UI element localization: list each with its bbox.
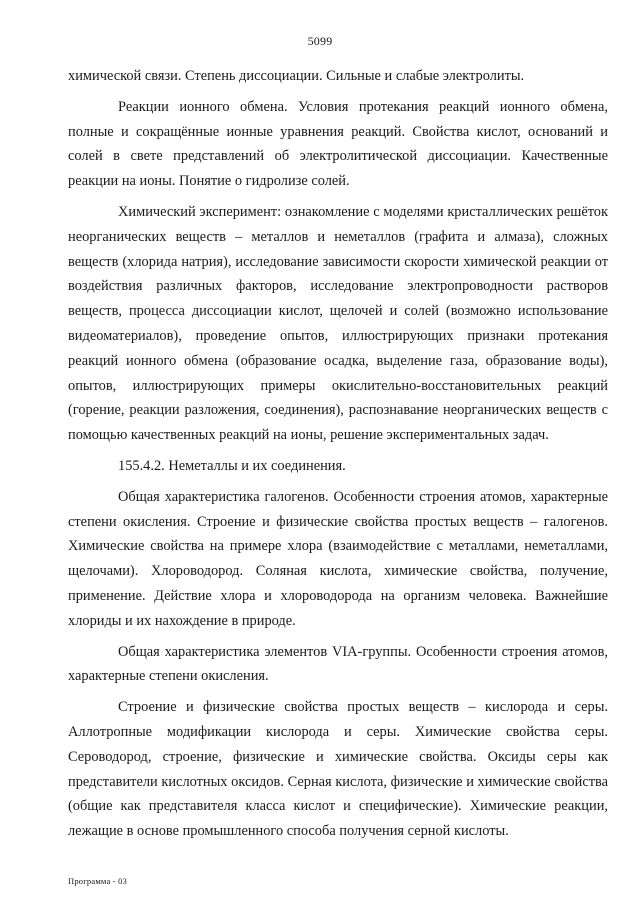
page-number: 5099	[307, 34, 333, 48]
paragraph-chemical-experiment: Химический эксперимент: ознакомление с моделями кристаллических решёток неорганических веществ – металлов и неметаллов (графита и алмаза), сложных веществ (хлорида натрия), исследование зависимости скорости химической реакции от воздействия различных факторов, исследование электропроводности растворов веществ, процесса диссоциации кислот, щелочей и солей (возможно использование видеоматериалов), проведение опытов, иллюстрирующих признаки протекания реакций ионного обмена (образование осадка, выделение газа, образование воды), опытов, иллюстрирующих примеры окислительно-восстановительных реакций (горение, реакции разложения, соединения), распознавание неорганических веществ с помощью качественных реакций на ионы, решение экспериментальных задач.	[68, 203, 608, 444]
paragraph-oxygen-sulfur: Строение и физические свойства простых веществ – кислорода и серы. Аллотропные модификации кислорода и серы. Химические свойства серы. Сероводород, строение, физические и химические свойства. Оксиды серы как представители кислотных оксидов. Серная кислота, физические и химические свойства (общие как представителя класса кислот и специфические). Химические реакции, лежащие в основе промышленного способа получения серной кислоты.	[68, 699, 608, 840]
footer-label: Программа - 03	[68, 876, 128, 886]
paragraph-group-via: Общая характеристика элементов VIA-группы. Особенности строения атомов, характерные степени окисления.	[68, 643, 608, 685]
paragraph-halogens: Общая характеристика галогенов. Особенности строения атомов, характерные степени окисления. Строение и физические свойства простых веществ – галогенов. Химические свойства на примере хлора (взаимодействие с металлами, неметаллами, щелочами). Хлороводород. Соляная кислота, химические свойства, получение, применение. Действие хлора и хлороводорода на организм человека. Важнейшие хлориды и их нахождение в природе.	[68, 488, 608, 629]
paragraph-continuation: химической связи. Степень диссоциации. Сильные и слабые электролиты.	[68, 68, 525, 84]
document-body	[68, 64, 608, 844]
paragraph-ion-exchange: Реакции ионного обмена. Условия протекания реакций ионного обмена, полные и сокращённые ионные уравнения реакций. Свойства кислот, оснований и солей в свете представлений об электролитической диссоциации. Качественные реакции на ионы. Понятие о гидролизе солей.	[68, 98, 608, 190]
section-heading-nonmetals: 155.4.2. Неметаллы и их соединения.	[118, 457, 346, 474]
